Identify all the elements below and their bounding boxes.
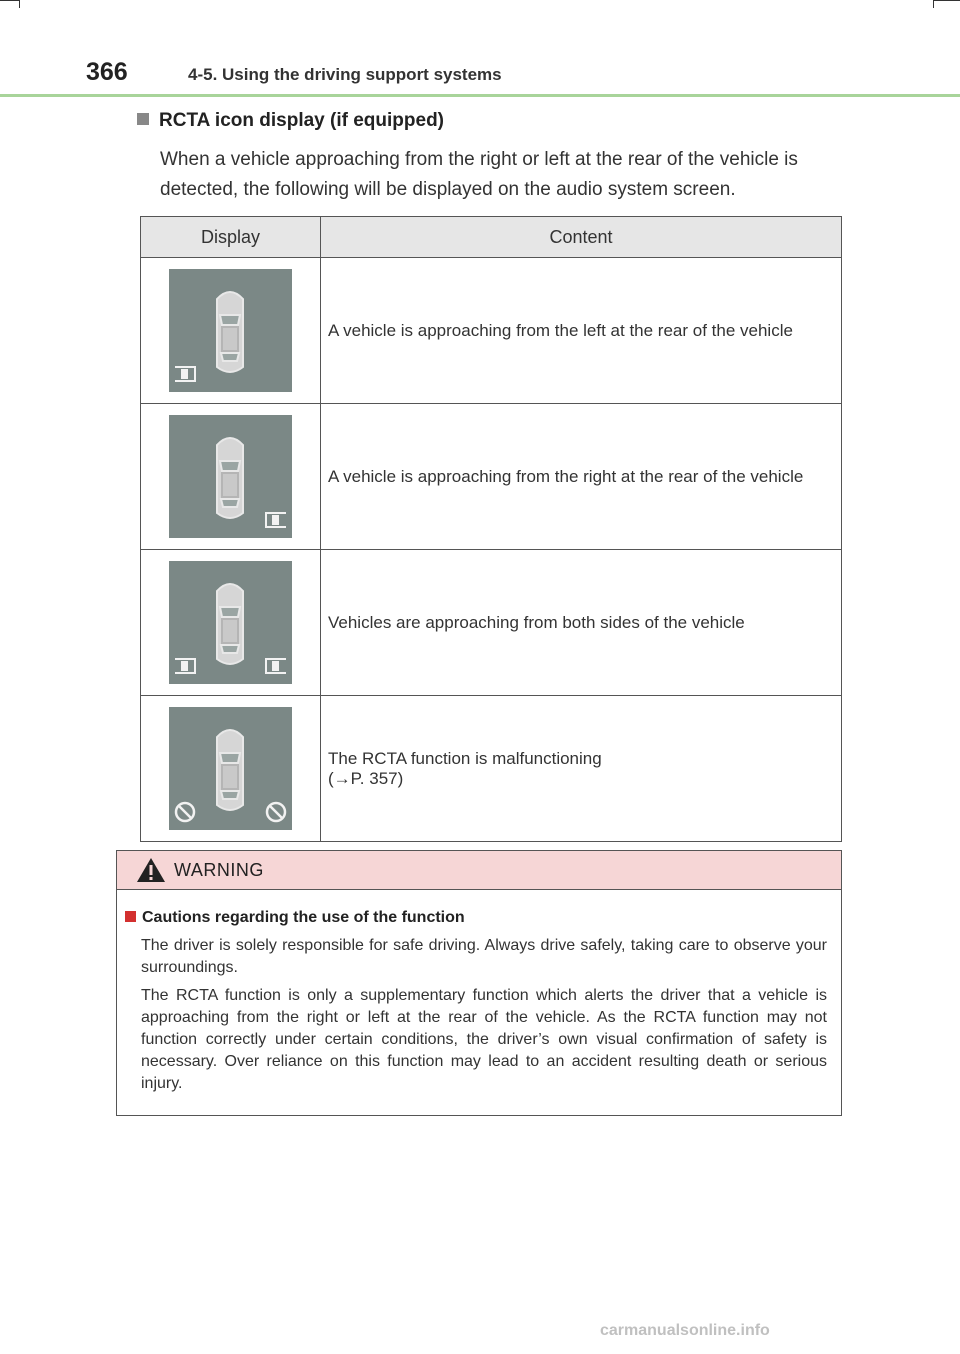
- header-content: Content: [321, 217, 842, 258]
- row-content: A vehicle is approaching from the left at the rear of the vehicle: [321, 258, 842, 404]
- row-content: A vehicle is approaching from the right at the rear of the vehicle: [321, 404, 842, 550]
- rcta-malfunction-icon: [169, 707, 292, 830]
- section-title: 4-5. Using the driving support systems: [188, 65, 502, 84]
- rcta-left-icon: [169, 269, 292, 392]
- table-row: [141, 550, 842, 696]
- table-row: [141, 258, 842, 404]
- warning-paragraph: The driver is solely responsible for safe driving. Always drive safely, taking care to observe your surroundings.: [141, 937, 827, 976]
- page-number: 366: [86, 58, 128, 86]
- subheading: RCTA icon display (if equipped): [137, 110, 444, 132]
- table-header-row: [141, 217, 842, 258]
- warning-subheading: Cautions regarding the use of the function: [125, 909, 465, 927]
- warning-title: WARNING: [174, 860, 264, 880]
- bullet-square-icon: [137, 113, 149, 125]
- rcta-right-icon: [169, 415, 292, 538]
- warning-header: [117, 851, 841, 890]
- row-content: Vehicles are approaching from both sides of the vehicle: [321, 550, 842, 696]
- table-row: [141, 404, 842, 550]
- table-row: [141, 696, 842, 842]
- warning-box: [116, 850, 842, 1116]
- row-content: The RCTA function is malfunctioning (→P. 357): [321, 696, 842, 842]
- rcta-both-icon: [169, 561, 292, 684]
- page-reference-link[interactable]: (→P. 357): [328, 768, 404, 788]
- warning-paragraph: The RCTA function is only a supplementary function which alerts the driver that a vehicle is approaching from the right or left at the rear of the vehicle. As the RCTA function may not function correctly under certain conditions, the driver’s own visual confirmation of safety is necessary. Over reliance on this function may lead to an accident resulting death or serious injury.: [141, 987, 827, 1092]
- watermark: carmanualsonline.info: [600, 1322, 770, 1339]
- warning-triangle-icon: [135, 856, 167, 884]
- intro-paragraph: When a vehicle approaching from the right or left at the rear of the vehicle is detected, the following will be displayed on the audio system screen.: [160, 149, 798, 200]
- bullet-square-icon: [125, 911, 136, 922]
- rcta-table: [140, 216, 842, 842]
- page-header: [0, 0, 960, 100]
- header-display: Display: [141, 217, 321, 258]
- header-rule: [0, 94, 960, 97]
